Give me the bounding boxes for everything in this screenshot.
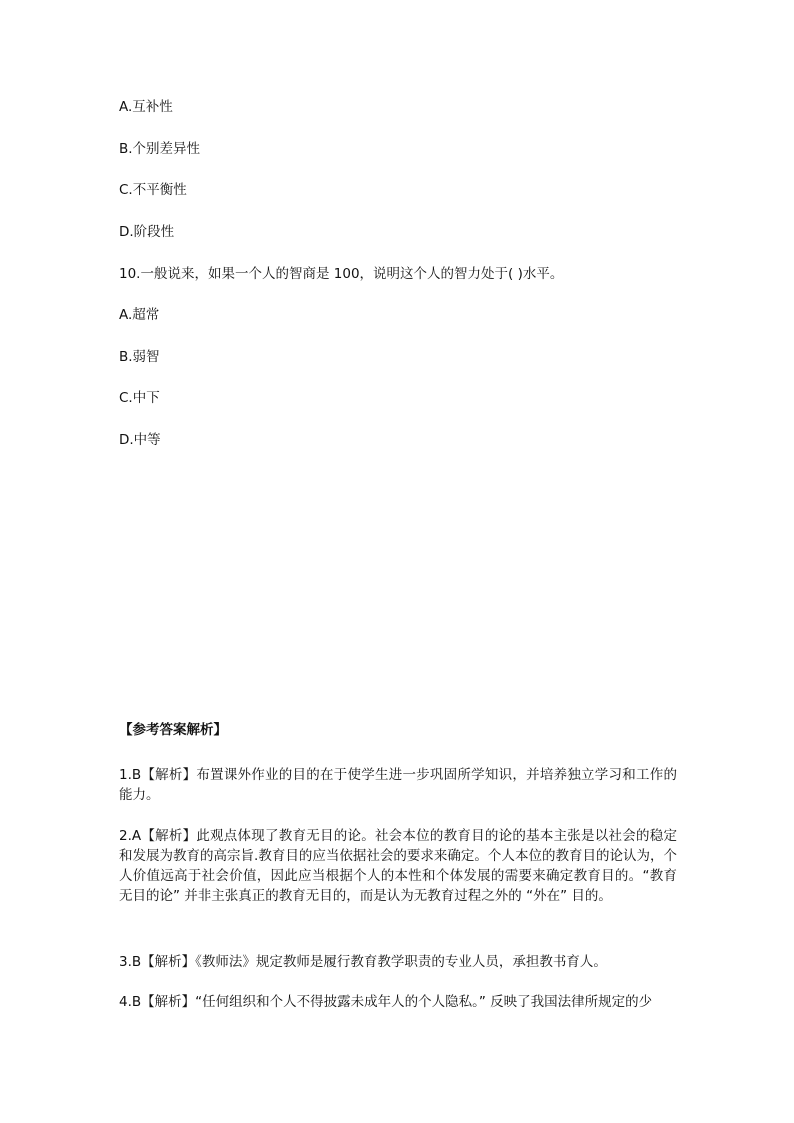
answers-heading: 【参考答案解析】 [119, 722, 227, 738]
q10-option-c: C.中下 [119, 390, 160, 406]
q10-option-b: B.弱智 [119, 349, 160, 365]
q10-option-a: A.超常 [119, 307, 160, 323]
answer-4: 4.B【解析】“任何组织和个人不得披露未成年人的个人隐私。” 反映了我国法律所规定的少 [119, 994, 653, 1010]
q10-stem: 10.一般说来，如果一个人的智商是 100，说明这个人的智力处于( )水平。 [119, 266, 564, 282]
q9-option-b: B.个别差异性 [119, 141, 201, 157]
q9-option-d: D.阶段性 [119, 224, 175, 240]
answer-3: 3.B【解析】《教师法》规定教师是履行教育教学职责的专业人员，承担教书育人。 [119, 954, 607, 970]
answer-1: 1.B【解析】布置课外作业的目的在于使学生进一步巩固所学知识，并培养独立学习和工作的能力。 [119, 767, 677, 803]
q10-option-d: D.中等 [119, 432, 161, 448]
answer-2: 2.A【解析】此观点体现了教育无目的论。社会本位的教育目的论的基本主张是以社会的稳定和发展为教育的高宗旨.教育目的应当依据社会的要求来确定。个人本位的教育目的论认为，个人价值远高于社会价值，因此应当根据个人的本性和个体发展的需要来确定教育目的。“教育无目的论” 并非主张真正的教育无目的，而是认为无教育过程之外的 “外在” 目的。 [119, 828, 677, 904]
q9-option-c: C.不平衡性 [119, 182, 187, 198]
q9-option-a: A.互补性 [119, 99, 173, 115]
